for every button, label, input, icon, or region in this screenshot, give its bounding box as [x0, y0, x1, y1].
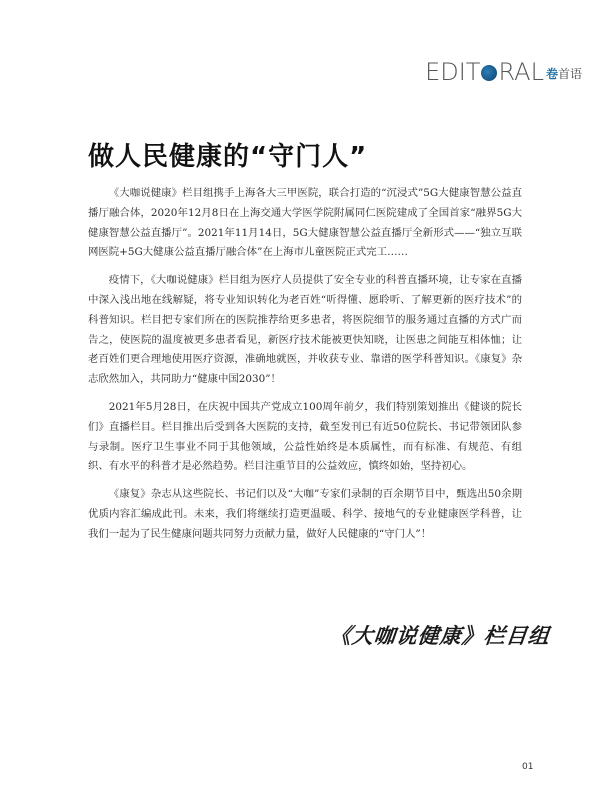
section-tag-first-char: 卷: [545, 67, 558, 81]
editorial-logo: [425, 60, 544, 84]
page-number: 01: [522, 762, 534, 772]
paragraph-4: 《康复》杂志从这些院长、书记们以及“大咖”专家们录制的百余期节目中，甄选出50余期优质内容汇编成此刊。未来，我们将继续打造更温暖、科学、接地气的专业健康医学科普，让我们一起为了民生健康问题共同努力贡献力量，做好人民健康的“守门人”！: [88, 488, 522, 540]
article-title: 做人民健康的“守门人”: [88, 142, 368, 172]
section-tag-rest: 首语: [557, 67, 582, 81]
editorial-o-globe-icon: [481, 65, 497, 81]
editorial-text-end: RAL: [498, 58, 544, 86]
page-header: [425, 50, 582, 84]
paragraph-2: 疫情下，《大咖说健康》栏目组为医疗人员提供了安全专业的科普直播环境，让专家在直播中深入浅出地在线解疑，将专业知识转化为老百姓“听得懂、愿聆听、了解更新的医疗技术”的科普知识。栏目把专家们所在的医院推荐给更多患者，将医院细节的服务通过直播的方式广而告之，使医院的温度被更多患者看见，新医疗技术能被更快知晓，让医患之间能互相体恤；让老百姓们更合理地使用医疗资源，准确地就医，并收获专业、靠谱的医学科普知识。《康复》杂志欣然加入，共同助力“健康中国2030”！: [88, 274, 522, 386]
signature: 《大咖说健康》栏目组: [328, 623, 552, 648]
section-tag: [546, 65, 582, 82]
paragraph-3: 2021年5月28日，在庆祝中国共产党成立100周年前夕，我们特别策划推出《健谈的院长们》直播栏目。栏目推出后受到各大医院的支持，截至发刊已有近50位院长、书记带领团队参与录制。医疗卫生事业不同于其他领域，公益性始终是本质属性，而有标准、有规范、有组织、有水平的科普才是必然趋势。栏目注重节目的公益效应，慎终如始，坚持初心。: [88, 400, 522, 473]
article-body: [88, 184, 522, 553]
paragraph-1: 《大咖说健康》栏目组携手上海各大三甲医院，联合打造的“沉浸式”5G大健康智慧公益直播厅融合体，2020年12月8日在上海交通大学医学院附属同仁医院建成了全国首家“融界5G大健康智慧公益直播厅”。2021年11月14日，5G大健康智慧公益直播厅全新形式——“独立互联网医院+5G大健康公益直播厅融合体”在上海市儿童医院正式完工……: [88, 187, 522, 259]
editorial-text-start: EDIT: [425, 58, 481, 86]
